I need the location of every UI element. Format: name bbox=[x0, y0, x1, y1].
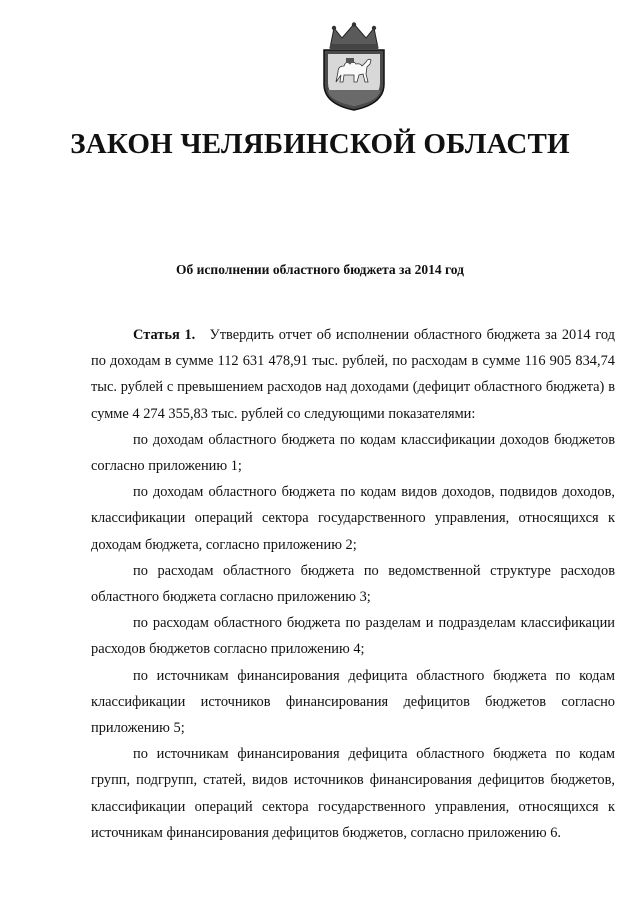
article-item: по доходам областного бюджета по кодам видов доходов, подвидов доходов, классификации операций сектора государственного управления, относящихся к доходам бюджета, согласно приложению 2; bbox=[91, 484, 615, 553]
document-subtitle: Об исполнении областного бюджета за 2014 год bbox=[176, 262, 464, 277]
article-item: по источникам финансирования дефицита областного бюджета по кодам классификации источников финансирования дефицитов бюджетов согласно приложению 5; bbox=[91, 667, 615, 737]
article-item: по источникам финансирования дефицита областного бюджета по кодам групп, подгрупп, статей, видов источников финансирования дефицитов бюджетов, классификации операций сектора государственного управления, относящихся к источникам финансирования дефицитов бюджетов, согласно приложению 6. bbox=[91, 746, 615, 841]
article-paragraph bbox=[91, 322, 615, 427]
article-item: по доходам областного бюджета по кодам классификации доходов бюджетов согласно приложению 1; bbox=[91, 431, 615, 475]
article-item: по расходам областного бюджета по разделам и подразделам классификации расходов бюджетов согласно приложению 4; bbox=[91, 615, 615, 658]
document-title: ЗАКОН ЧЕЛЯБИНСКОЙ ОБЛАСТИ bbox=[70, 128, 570, 160]
article-intro: Утвердить отчет об исполнении областного бюджета за 2014 год по доходам в сумме 112 631 478,91 тыс. рублей, по расходам в сумме 116 905 834,74 тыс. рублей с превышением расходов над доходами (дефицит областного бюджета) в сумме 4 274 355,83 тыс. рублей со следующими показателями: bbox=[91, 327, 616, 422]
article-label: Статья 1. bbox=[133, 327, 196, 343]
document-body bbox=[91, 322, 615, 846]
coat-of-arms-icon bbox=[316, 22, 392, 112]
article-item: по расходам областного бюджета по ведомственной структуре расходов областного бюджета согласно приложению 3; bbox=[91, 562, 615, 606]
